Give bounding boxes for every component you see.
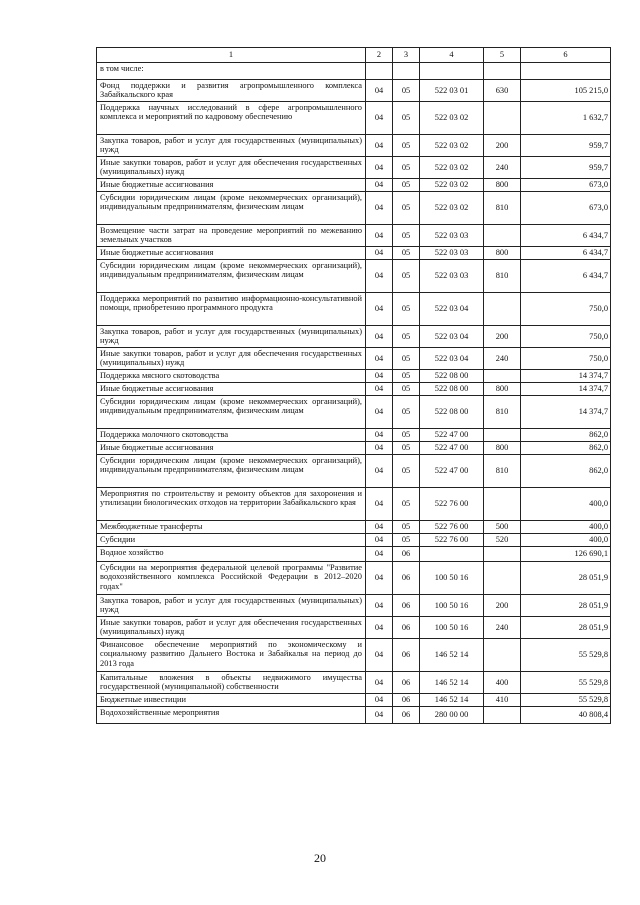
row-subsection [393, 63, 420, 80]
row-target-code: 522 03 03 [420, 260, 484, 293]
row-expense-type: 800 [484, 442, 521, 455]
table-row [97, 192, 611, 225]
row-expense-type [484, 639, 521, 672]
table-row [97, 102, 611, 135]
row-amount: 105 215,0 [521, 80, 611, 102]
row-amount: 400,0 [521, 488, 611, 521]
row-amount: 6 434,7 [521, 225, 611, 247]
row-expense-type: 810 [484, 192, 521, 225]
row-name: Субсидии юридическим лицам (кроме некоммерческих организаций), индивидуальным предпринимателям, физическим лицам [97, 455, 366, 488]
row-section: 04 [366, 639, 393, 672]
row-amount: 55 529,8 [521, 694, 611, 707]
row-name: Субсидии юридическим лицам (кроме некоммерческих организаций), индивидуальным предпринимателям, физическим лицам [97, 192, 366, 225]
row-target-code: 522 08 00 [420, 396, 484, 429]
row-expense-type: 810 [484, 396, 521, 429]
table-row [97, 562, 611, 595]
row-subsection: 05 [393, 429, 420, 442]
row-name: Бюджетные инвестиции [97, 694, 366, 707]
row-amount: 750,0 [521, 293, 611, 326]
row-amount: 673,0 [521, 192, 611, 225]
row-subsection: 06 [393, 707, 420, 724]
row-name: Иные бюджетные ассигнования [97, 383, 366, 396]
row-subsection: 05 [393, 102, 420, 135]
row-section: 04 [366, 562, 393, 595]
row-target-code: 522 47 00 [420, 429, 484, 442]
row-amount: 959,7 [521, 157, 611, 179]
row-expense-type: 630 [484, 80, 521, 102]
row-target-code: 522 03 04 [420, 348, 484, 370]
row-name: Субсидии на мероприятия федеральной целевой программы "Развитие водохозяйственного комплекса Российской Федерации в 2012–2020 годах" [97, 562, 366, 595]
row-expense-type: 240 [484, 157, 521, 179]
row-target-code: 522 47 00 [420, 442, 484, 455]
row-subsection: 06 [393, 547, 420, 562]
row-amount: 862,0 [521, 429, 611, 442]
row-expense-type: 810 [484, 260, 521, 293]
table-row [97, 534, 611, 547]
row-target-code: 522 03 03 [420, 225, 484, 247]
row-expense-type: 800 [484, 383, 521, 396]
row-subsection: 05 [393, 383, 420, 396]
row-name: Поддержка мероприятий по развитию информационно-консультативной помощи, приобретению программного продукта [97, 293, 366, 326]
row-subsection: 06 [393, 617, 420, 639]
table-row [97, 595, 611, 617]
row-subsection: 05 [393, 455, 420, 488]
row-expense-type [484, 293, 521, 326]
row-subsection: 05 [393, 179, 420, 192]
row-target-code: 100 50 16 [420, 562, 484, 595]
row-target-code: 146 52 14 [420, 672, 484, 694]
table-row [97, 348, 611, 370]
table-body [97, 48, 611, 724]
row-expense-type: 240 [484, 348, 521, 370]
row-section: 04 [366, 370, 393, 383]
row-target-code: 522 03 02 [420, 192, 484, 225]
row-section: 04 [366, 396, 393, 429]
row-section: 04 [366, 442, 393, 455]
row-name: Иные закупки товаров, работ и услуг для обеспечения государственных (муниципальных) нужд [97, 157, 366, 179]
row-expense-type: 810 [484, 455, 521, 488]
row-target-code: 522 47 00 [420, 455, 484, 488]
header-col-3: 3 [393, 48, 420, 63]
row-target-code: 146 52 14 [420, 694, 484, 707]
row-subsection: 06 [393, 672, 420, 694]
row-amount: 862,0 [521, 455, 611, 488]
row-section: 04 [366, 192, 393, 225]
row-subsection: 05 [393, 348, 420, 370]
row-amount: 673,0 [521, 179, 611, 192]
row-subsection: 05 [393, 192, 420, 225]
row-section: 04 [366, 157, 393, 179]
row-section [366, 63, 393, 80]
row-subsection: 06 [393, 694, 420, 707]
table-row [97, 396, 611, 429]
row-section: 04 [366, 260, 393, 293]
row-subsection: 05 [393, 260, 420, 293]
row-name: Закупка товаров, работ и услуг для государственных (муниципальных) нужд [97, 326, 366, 348]
row-section: 04 [366, 595, 393, 617]
table-row [97, 179, 611, 192]
row-expense-type [484, 547, 521, 562]
table-header-row [97, 48, 611, 63]
row-expense-type [484, 707, 521, 724]
table-row [97, 429, 611, 442]
row-target-code: 522 03 02 [420, 157, 484, 179]
row-amount: 400,0 [521, 521, 611, 534]
row-target-code: 522 76 00 [420, 521, 484, 534]
row-expense-type: 200 [484, 135, 521, 157]
row-expense-type [484, 63, 521, 80]
row-name: Иные бюджетные ассигнования [97, 179, 366, 192]
header-col-1: 1 [97, 48, 366, 63]
row-amount: 6 434,7 [521, 260, 611, 293]
table-row [97, 442, 611, 455]
row-section: 04 [366, 135, 393, 157]
row-subsection: 05 [393, 80, 420, 102]
table-row [97, 488, 611, 521]
row-subsection: 05 [393, 326, 420, 348]
row-expense-type: 200 [484, 595, 521, 617]
row-subsection: 06 [393, 562, 420, 595]
row-name: Финансовое обеспечение мероприятий по экономическому и социальному развитию Дальнего Востока и Забайкалья на период до 2013 года [97, 639, 366, 672]
row-name: в том числе: [97, 63, 366, 80]
table-row [97, 225, 611, 247]
row-name: Иные закупки товаров, работ и услуг для обеспечения государственных (муниципальных) нужд [97, 348, 366, 370]
row-section: 04 [366, 429, 393, 442]
row-name: Водохозяйственные мероприятия [97, 707, 366, 724]
row-amount [521, 63, 611, 80]
row-name: Иные закупки товаров, работ и услуг для обеспечения государственных (муниципальных) нужд [97, 617, 366, 639]
row-amount: 1 632,7 [521, 102, 611, 135]
table-row [97, 383, 611, 396]
row-expense-type [484, 102, 521, 135]
row-section: 04 [366, 534, 393, 547]
row-amount: 55 529,8 [521, 639, 611, 672]
table-row [97, 135, 611, 157]
row-expense-type: 800 [484, 247, 521, 260]
header-col-2: 2 [366, 48, 393, 63]
row-amount: 862,0 [521, 442, 611, 455]
row-target-code: 522 03 04 [420, 326, 484, 348]
row-target-code: 522 03 03 [420, 247, 484, 260]
budget-table [96, 47, 611, 724]
row-name: Субсидии юридическим лицам (кроме некоммерческих организаций), индивидуальным предпринимателям, физическим лицам [97, 260, 366, 293]
row-expense-type [484, 429, 521, 442]
table-row [97, 370, 611, 383]
row-amount: 959,7 [521, 135, 611, 157]
row-subsection: 05 [393, 442, 420, 455]
row-expense-type: 500 [484, 521, 521, 534]
table-row [97, 547, 611, 562]
table-row [97, 80, 611, 102]
row-target-code: 100 50 16 [420, 595, 484, 617]
row-subsection: 05 [393, 225, 420, 247]
row-name: Водное хозяйство [97, 547, 366, 562]
row-name: Иные бюджетные ассигнования [97, 442, 366, 455]
row-subsection: 05 [393, 534, 420, 547]
row-section: 04 [366, 247, 393, 260]
row-amount: 750,0 [521, 348, 611, 370]
row-subsection: 06 [393, 595, 420, 617]
row-section: 04 [366, 455, 393, 488]
row-expense-type: 200 [484, 326, 521, 348]
row-target-code: 100 50 16 [420, 617, 484, 639]
table-row [97, 694, 611, 707]
row-target-code: 522 03 02 [420, 135, 484, 157]
row-expense-type: 800 [484, 179, 521, 192]
row-target-code: 146 52 14 [420, 639, 484, 672]
row-amount: 14 374,7 [521, 370, 611, 383]
row-amount: 400,0 [521, 534, 611, 547]
row-name: Поддержка мясного скотоводства [97, 370, 366, 383]
row-name: Закупка товаров, работ и услуг для государственных (муниципальных) нужд [97, 135, 366, 157]
row-subsection: 05 [393, 135, 420, 157]
row-subsection: 05 [393, 157, 420, 179]
row-section: 04 [366, 179, 393, 192]
row-section: 04 [366, 348, 393, 370]
row-subsection: 05 [393, 293, 420, 326]
row-section: 04 [366, 488, 393, 521]
row-target-code: 522 76 00 [420, 488, 484, 521]
row-target-code: 280 00 00 [420, 707, 484, 724]
row-amount: 55 529,8 [521, 672, 611, 694]
row-section: 04 [366, 521, 393, 534]
header-col-4: 4 [420, 48, 484, 63]
row-name: Закупка товаров, работ и услуг для государственных (муниципальных) нужд [97, 595, 366, 617]
row-expense-type [484, 370, 521, 383]
row-section: 04 [366, 293, 393, 326]
row-section: 04 [366, 102, 393, 135]
row-section: 04 [366, 383, 393, 396]
row-amount: 28 051,9 [521, 562, 611, 595]
row-amount: 750,0 [521, 326, 611, 348]
header-col-6: 6 [521, 48, 611, 63]
table-row [97, 260, 611, 293]
row-subsection: 05 [393, 247, 420, 260]
row-section: 04 [366, 547, 393, 562]
row-section: 04 [366, 80, 393, 102]
row-section: 04 [366, 225, 393, 247]
row-name: Поддержка научных исследований в сфере агропромышленного комплекса и мероприятий по кадровому обеспечению [97, 102, 366, 135]
row-name: Иные бюджетные ассигнования [97, 247, 366, 260]
table-row [97, 293, 611, 326]
row-target-code: 522 76 00 [420, 534, 484, 547]
row-section: 04 [366, 707, 393, 724]
row-amount: 126 690,1 [521, 547, 611, 562]
row-section: 04 [366, 617, 393, 639]
table-row [97, 707, 611, 724]
row-target-code: 522 03 02 [420, 179, 484, 192]
page-number: 20 [314, 851, 326, 865]
row-name: Мероприятия по строительству и ремонту объектов для захоронения и утилизации биологических отходов на территории Забайкальского края [97, 488, 366, 521]
table-row [97, 639, 611, 672]
row-expense-type [484, 488, 521, 521]
row-section: 04 [366, 326, 393, 348]
table-row [97, 672, 611, 694]
row-target-code: 522 03 01 [420, 80, 484, 102]
row-section: 04 [366, 672, 393, 694]
row-subsection: 05 [393, 370, 420, 383]
row-expense-type [484, 225, 521, 247]
row-name: Субсидии юридическим лицам (кроме некоммерческих организаций), индивидуальным предпринимателям, физическим лицам [97, 396, 366, 429]
row-amount: 28 051,9 [521, 595, 611, 617]
row-target-code: 522 08 00 [420, 383, 484, 396]
row-name: Капитальные вложения в объекты недвижимого имущества государственной (муниципальной) собственности [97, 672, 366, 694]
row-name: Межбюджетные трансферты [97, 521, 366, 534]
table-row [97, 63, 611, 80]
row-subsection: 05 [393, 488, 420, 521]
row-expense-type: 520 [484, 534, 521, 547]
header-col-5: 5 [484, 48, 521, 63]
table-row [97, 617, 611, 639]
row-target-code: 522 03 04 [420, 293, 484, 326]
row-subsection: 06 [393, 639, 420, 672]
table-row [97, 521, 611, 534]
row-amount: 14 374,7 [521, 396, 611, 429]
table-row [97, 157, 611, 179]
row-target-code [420, 547, 484, 562]
table-row [97, 247, 611, 260]
row-name: Поддержка молочного скотоводства [97, 429, 366, 442]
row-expense-type [484, 562, 521, 595]
row-expense-type: 410 [484, 694, 521, 707]
row-target-code: 522 03 02 [420, 102, 484, 135]
row-expense-type: 240 [484, 617, 521, 639]
row-amount: 28 051,9 [521, 617, 611, 639]
row-name: Субсидии [97, 534, 366, 547]
row-name: Возмещение части затрат на проведение мероприятий по межеванию земельных участков [97, 225, 366, 247]
row-target-code [420, 63, 484, 80]
row-name: Фонд поддержки и развития агропромышленного комплекса Забайкальского края [97, 80, 366, 102]
row-amount: 6 434,7 [521, 247, 611, 260]
row-amount: 40 808,4 [521, 707, 611, 724]
row-target-code: 522 08 00 [420, 370, 484, 383]
table-row [97, 326, 611, 348]
row-expense-type: 400 [484, 672, 521, 694]
row-section: 04 [366, 694, 393, 707]
table-row [97, 455, 611, 488]
row-subsection: 05 [393, 521, 420, 534]
row-subsection: 05 [393, 396, 420, 429]
row-amount: 14 374,7 [521, 383, 611, 396]
